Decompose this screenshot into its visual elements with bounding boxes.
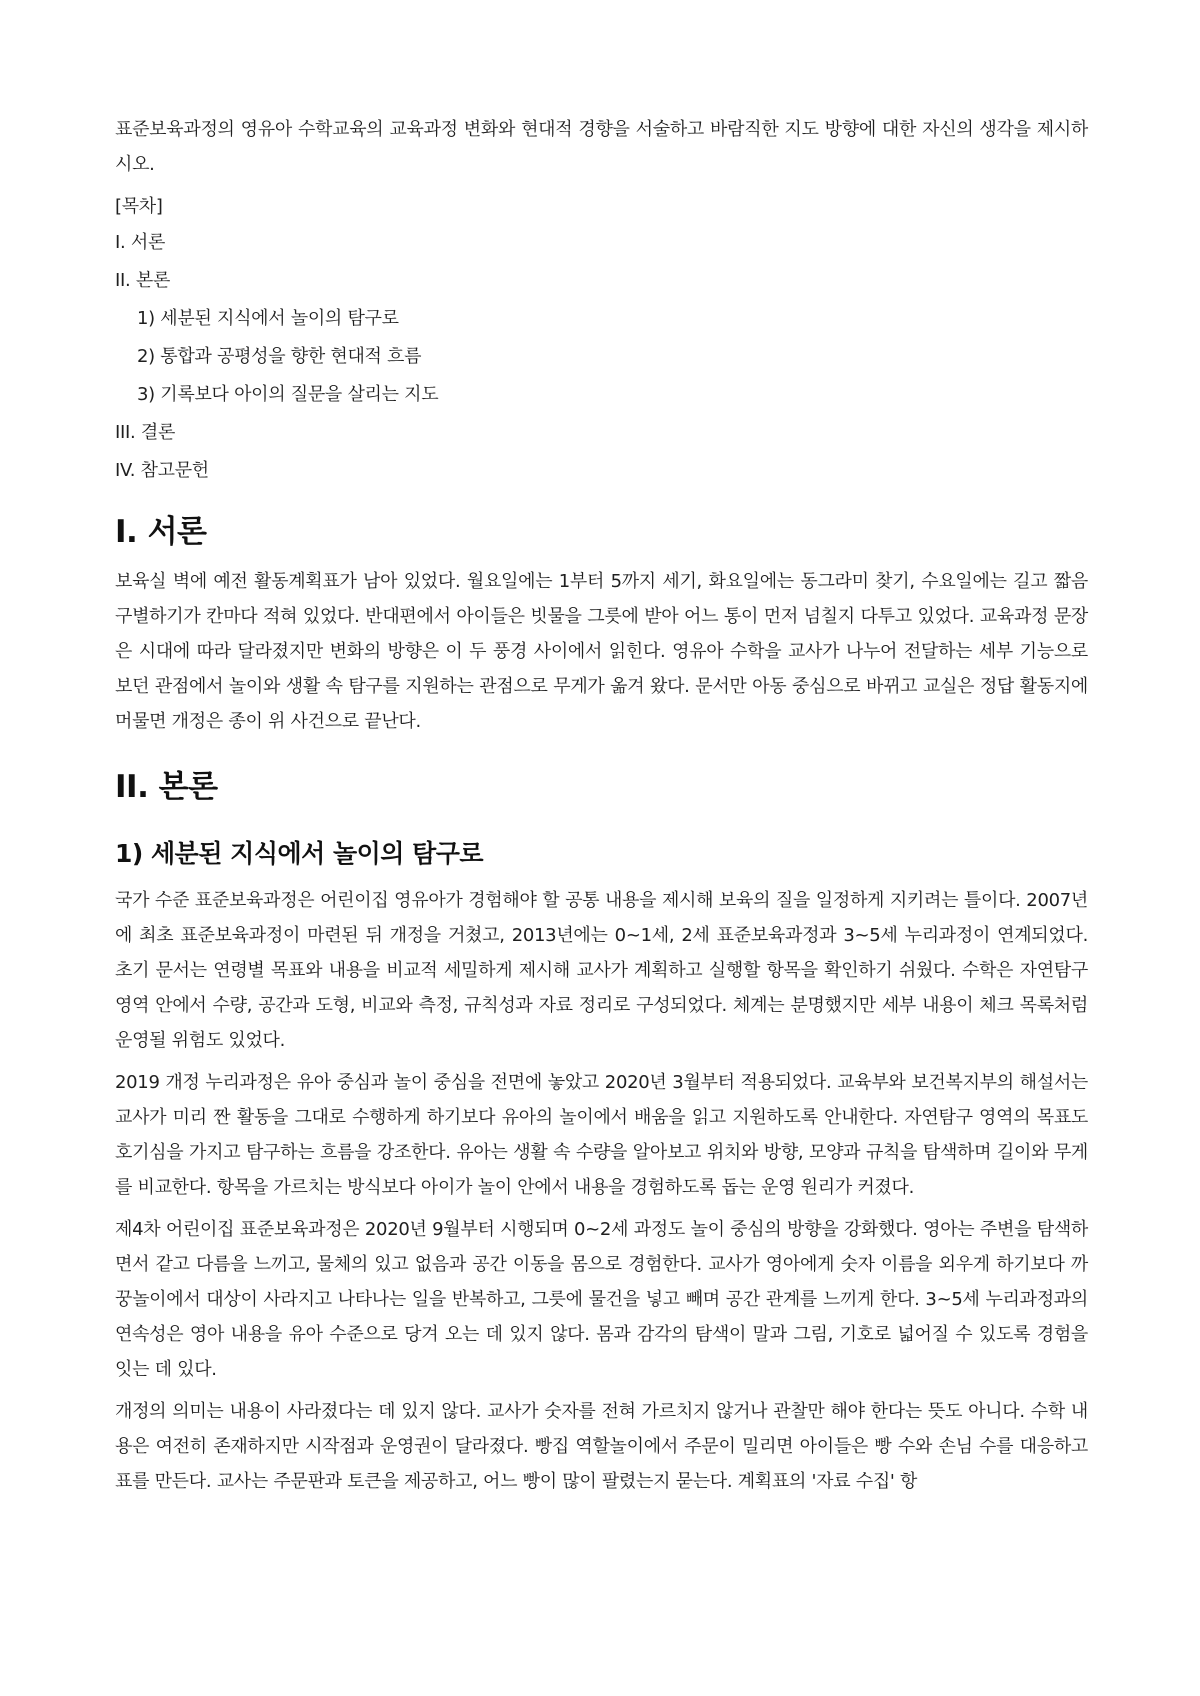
toc-item: III. 결론 [115, 422, 176, 443]
toc-item: II. 본론 [115, 270, 171, 291]
body-paragraph: 개정의 의미는 내용이 사라졌다는 데 있지 않다. 교사가 숫자를 전혀 가르치지 않거나 관찰만 해야 한다는 뜻도 아니다. 수학 내용은 여전히 존재하지만 시작점과 운영권이 달라졌다. 빵집 역할놀이에서 주문이 밀리면 아이들은 빵 수와 손님 수를 대응하고 표를 만든다. 교사는 주문판과 토큰을 제공하고, 어느 빵이 많이 팔렸는지 묻는다. 계획표의 '자료 수집' 항 [115, 1401, 1088, 1492]
toc-item: IV. 참고문헌 [115, 460, 209, 481]
toc-subitem: 1) 세분된 지식에서 놀이의 탐구로 [137, 308, 399, 329]
body-heading: II. 본론 [115, 769, 218, 805]
assignment-question: 표준보육과정의 영유아 수학교육의 교육과정 변화와 현대적 경향을 서술하고 바람직한 지도 방향에 대한 자신의 생각을 제시하시오. [115, 119, 1088, 175]
body-paragraph: 제4차 어린이집 표준보육과정은 2020년 9월부터 시행되며 0~2세 과정도 놀이 중심의 방향을 강화했다. 영아는 주변을 탐색하면서 같고 다름을 느끼고, 물체의 있고 없음과 공간 이동을 몸으로 경험한다. 교사가 영아에게 숫자 이름을 외우게 하기보다 까꿍놀이에서 대상이 사라지고 나타나는 일을 반복하고, 그릇에 물건을 넣고 빼며 공간 관계를 느끼게 한다. 3~5세 누리과정과의 연속성은 영아 내용을 유아 수준으로 당겨 오는 데 있지 않다. 몸과 감각의 탐색이 말과 그림, 기호로 넓어질 수 있도록 경험을 잇는 데 있다. [115, 1219, 1088, 1380]
intro-paragraph: 보육실 벽에 예전 활동계획표가 남아 있었다. 월요일에는 1부터 5까지 세기, 화요일에는 동그라미 찾기, 수요일에는 길고 짧음 구별하기가 칸마다 적혀 있었다. 반대편에서 아이들은 빗물을 그릇에 받아 어느 통이 먼저 넘칠지 다투고 있었다. 교육과정 문장은 시대에 따라 달라졌지만 변화의 방향은 이 두 풍경 사이에서 읽힌다. 영유아 수학을 교사가 나누어 전달하는 세부 기능으로 보던 관점에서 놀이와 생활 속 탐구를 지원하는 관점으로 무게가 옮겨 왔다. 문서만 아동 중심으로 바뀌고 교실은 정답 활동지에 머물면 개정은 종이 위 사건으로 끝난다. [115, 571, 1088, 732]
toc-item: I. 서론 [115, 232, 166, 253]
table-of-contents [115, 230, 1088, 484]
section-heading: 1) 세분된 지식에서 놀이의 탐구로 [115, 839, 484, 868]
body-paragraph: 2019 개정 누리과정은 유아 중심과 놀이 중심을 전면에 놓았고 2020년 3월부터 적용되었다. 교육부와 보건복지부의 해설서는 교사가 미리 짠 활동을 그대로 수행하게 하기보다 유아의 놀이에서 배움을 읽고 지원하도록 안내한다. 자연탐구 영역의 목표도 호기심을 가지고 탐구하는 흐름을 강조한다. 유아는 생활 속 수량을 알아보고 위치와 방향, 모양과 규칙을 탐색하며 길이와 무게를 비교한다. 항목을 가르치는 방식보다 아이가 놀이 안에서 내용을 경험하도록 돕는 운영 원리가 커졌다. [115, 1072, 1088, 1198]
intro-heading: I. 서론 [115, 514, 207, 550]
toc-heading: [목차] [115, 196, 163, 217]
toc-subitem: 2) 통합과 공평성을 향한 현대적 흐름 [137, 346, 422, 367]
body-paragraph: 국가 수준 표준보육과정은 어린이집 영유아가 경험해야 할 공통 내용을 제시해 보육의 질을 일정하게 지키려는 틀이다. 2007년에 최초 표준보육과정이 마련된 뒤 개정을 거쳤고, 2013년에는 0~1세, 2세 표준보육과정과 3~5세 누리과정이 연계되었다. 초기 문서는 연령별 목표와 내용을 비교적 세밀하게 제시해 교사가 계획하고 실행할 항목을 확인하기 쉬웠다. 수학은 자연탐구 영역 안에서 수량, 공간과 도형, 비교와 측정, 규칙성과 자료 정리로 구성되었다. 체계는 분명했지만 세부 내용이 체크 목록처럼 운영될 위험도 있었다. [115, 890, 1088, 1051]
toc-subitem: 3) 기록보다 아이의 질문을 살리는 지도 [137, 384, 439, 405]
